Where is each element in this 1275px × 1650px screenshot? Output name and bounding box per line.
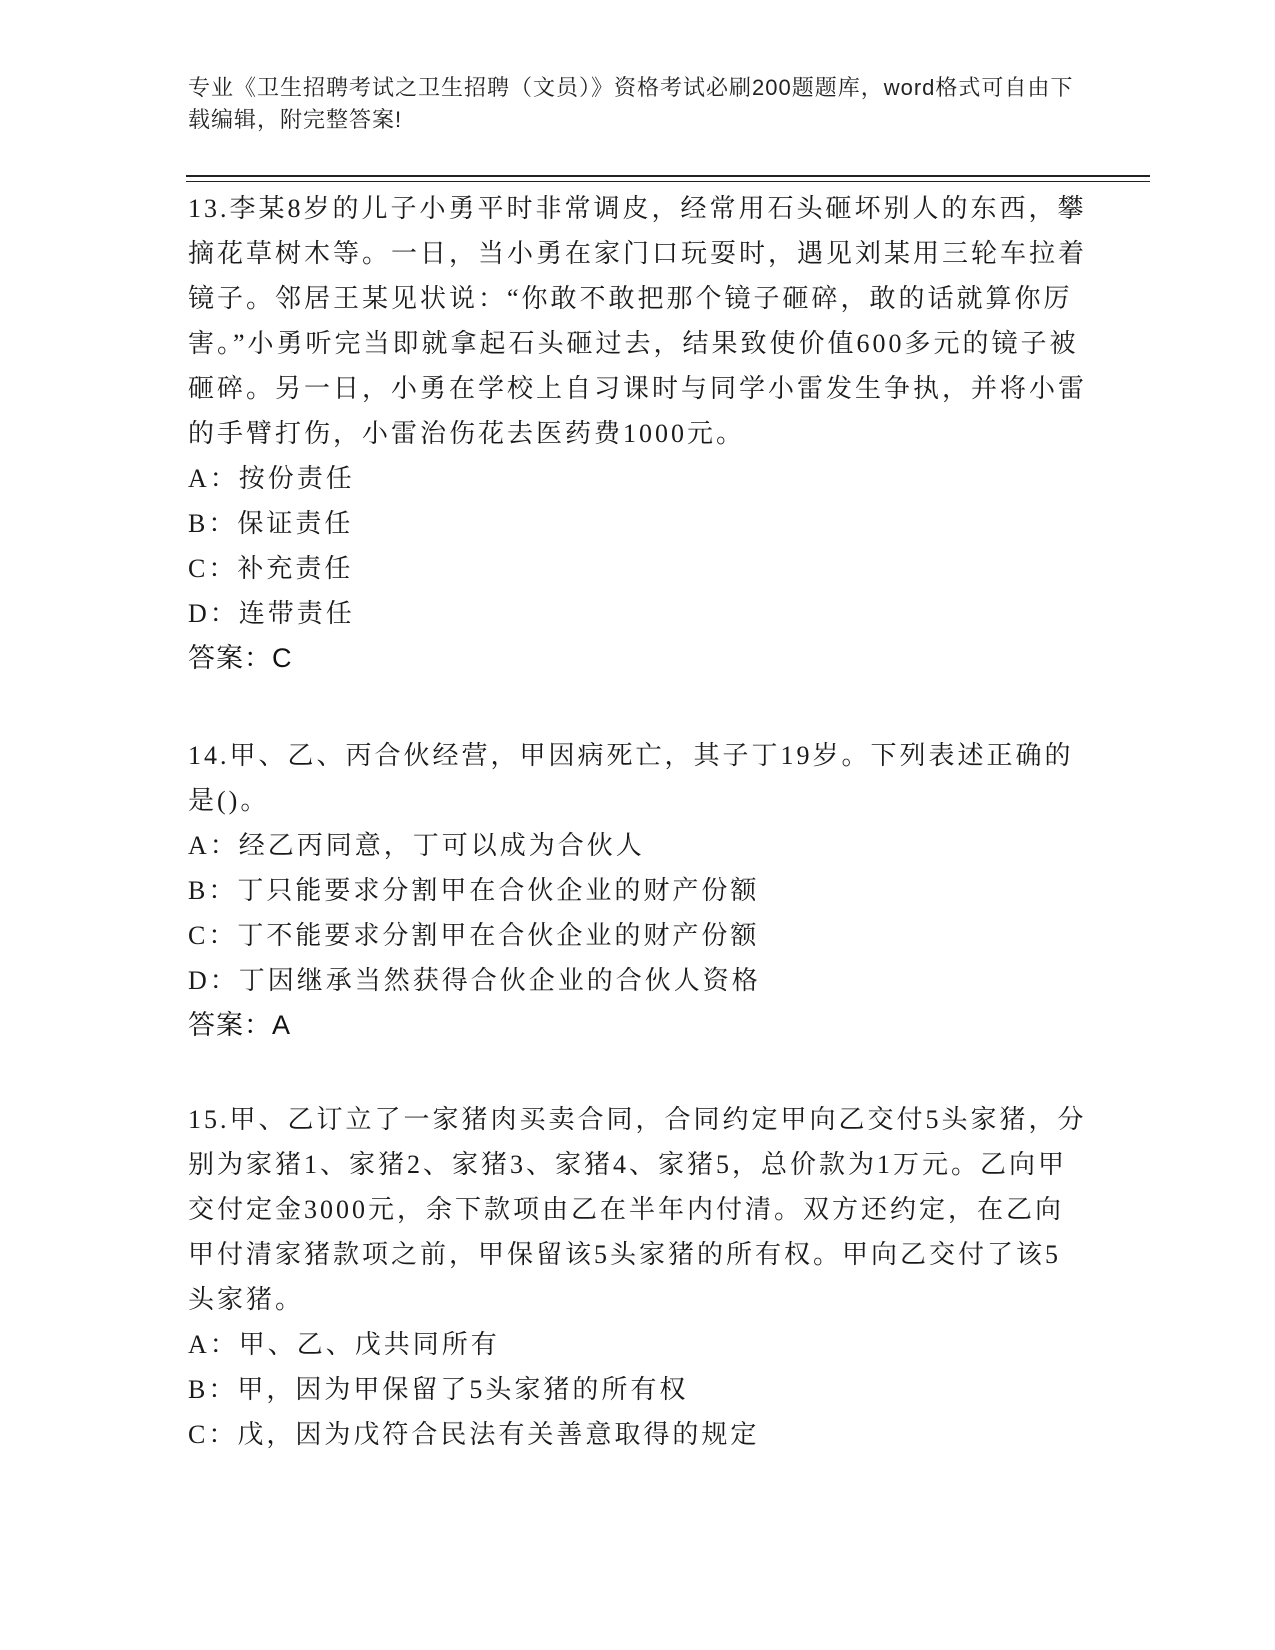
- option-c: C：补充责任: [188, 554, 354, 583]
- option-b: B：甲，因为甲保留了5头家猪的所有权: [188, 1375, 689, 1404]
- option-a: A：按份责任: [188, 464, 355, 493]
- question-stem: 15.甲、乙订立了一家猪肉买卖合同，合同约定甲向乙交付5头家猪，分别为家猪1、家猪2、家猪3、家猪4、家猪5，总价款为1万元。乙向甲交付定金3000元，余下款项由乙在半年内付清。双方还约定，在乙向甲付清家猪款项之前，甲保留该5头家猪的所有权。甲向乙交付了该5头家猪。: [188, 1105, 1087, 1314]
- document-header: 专业《卫生招聘考试之卫生招聘（文员）》资格考试必刷200题题库，word格式可自由下载编辑，附完整答案!: [188, 75, 1074, 132]
- question-13: [188, 186, 1088, 681]
- option-c: C：戊，因为戊符合民法有关善意取得的规定: [188, 1420, 760, 1449]
- option-d: D：连带责任: [188, 599, 355, 628]
- answer-line: 答案：C: [188, 643, 293, 673]
- question-14: [188, 733, 1088, 1048]
- option-b: B：丁只能要求分割甲在合伙企业的财产份额: [188, 876, 760, 905]
- question-stem: 13.李某8岁的儿子小勇平时非常调皮，经常用石头砸坏别人的东西，攀摘花草树木等。一日，当小勇在家门口玩耍时，遇见刘某用三轮车拉着镜子。邻居王某见状说：“你敢不敢把那个镜子砸碎，敢的话就算你厉害。”小勇听完当即就拿起石头砸过去，结果致使价值600多元的镜子被砸碎。另一日，小勇在学校上自习课时与同学小雷发生争执，并将小雷的手臂打伤，小雷治伤花去医药费1000元。: [188, 194, 1088, 448]
- header-rule-thin: [186, 181, 1150, 182]
- question-15: [188, 1097, 1088, 1457]
- option-d: D：丁因继承当然获得合伙企业的合伙人资格: [188, 966, 761, 995]
- option-a: A：甲、乙、戊共同所有: [188, 1330, 500, 1359]
- answer-line: 答案：A: [188, 1010, 292, 1040]
- option-b: B：保证责任: [188, 509, 354, 538]
- header-rule-thick: [186, 175, 1150, 177]
- question-stem: 14.甲、乙、丙合伙经营，甲因病死亡，其子丁19岁。下列表述正确的是()。: [188, 741, 1074, 815]
- option-a: A：经乙丙同意，丁可以成为合伙人: [188, 831, 645, 860]
- option-c: C：丁不能要求分割甲在合伙企业的财产份额: [188, 921, 760, 950]
